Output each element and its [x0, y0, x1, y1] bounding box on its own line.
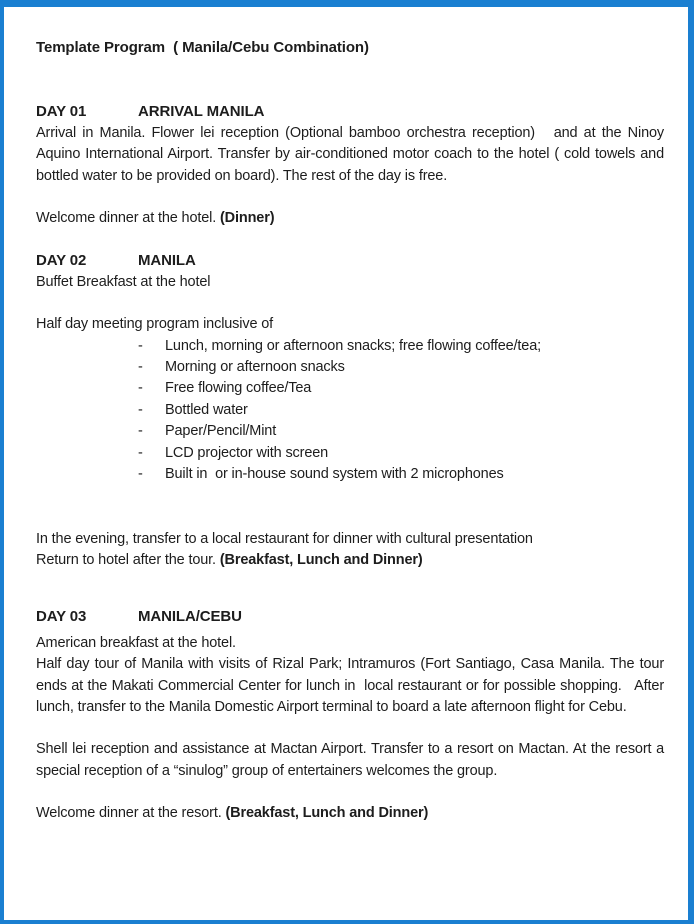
bullet-text: LCD projector with screen	[165, 444, 329, 461]
day-03-label: DAY 03	[36, 608, 87, 626]
day-01-title: ARRIVAL MANILA	[138, 103, 265, 121]
day-01-paragraph: Arrival in Manila. Flower lei reception (Optional bamboo orchestra reception) and at the Ninoy Aquino International Airport. Transfer by air-conditioned motor coach to the hotel ( cold towels and bottled water to be provided on board). The rest of the day is free.	[36, 124, 668, 184]
day-03-title: MANILA/CEBU	[138, 608, 242, 626]
bullet-dash: -	[138, 423, 143, 440]
bullet-dash: -	[138, 359, 143, 376]
bullet-dash: -	[138, 466, 143, 483]
day-03-tour-paragraph: Half day tour of Manila with visits of Rizal Park; Intramuros (Fort Santiago, Casa Manila. The tour ends at the Makati Commercial Center for lunch in local restaurant or for possible shopping. After lunch, transfer to the Manila Domestic Airport terminal to board a late afternoon flight for Cebu.	[36, 656, 668, 715]
day-03-mactan-paragraph: Shell lei reception and assistance at Mactan Airport. Transfer to a resort on Mactan. At the resort a special reception of a “sinulog” group of entertainers welcomes the group.	[36, 741, 668, 779]
day-02-return-text: Return to hotel after the tour.	[36, 551, 220, 568]
day-03-section	[36, 606, 668, 824]
day-02-breakfast-line: Buffet Breakfast at the hotel	[36, 273, 211, 290]
bullet-dash: -	[138, 444, 143, 461]
day-01-label: DAY 01	[36, 103, 87, 121]
day-01-section	[36, 101, 668, 229]
list-item	[36, 400, 664, 421]
day-02-label: DAY 02	[36, 252, 87, 270]
bullet-text: Bottled water	[165, 401, 248, 418]
list-item	[36, 357, 664, 378]
bullet-dash: -	[138, 337, 143, 354]
day-02-title: MANILA	[138, 252, 196, 270]
day-01-heading	[36, 101, 664, 122]
document-title: Template Program ( Manila/Cebu Combination)	[36, 39, 369, 56]
bullet-text: Paper/Pencil/Mint	[165, 423, 277, 440]
day-02-evening-line: In the evening, transfer to a local restaurant for dinner with cultural presentation	[36, 530, 533, 547]
list-item	[36, 336, 664, 357]
bullet-text: Built in or in-house sound system with 2 microphones	[165, 466, 504, 483]
day-02-return-line	[36, 550, 664, 571]
bullet-dash: -	[138, 380, 143, 397]
day-01-meal-line	[36, 208, 664, 229]
bullet-text: Lunch, morning or afternoon snacks; free flowing coffee/tea;	[165, 337, 542, 354]
day-02-meals-bold: (Breakfast, Lunch and Dinner)	[219, 551, 423, 568]
list-item	[36, 443, 664, 464]
day-03-breakfast-line: American breakfast at the hotel.	[36, 634, 236, 651]
bullet-text: Morning or afternoon snacks	[165, 359, 345, 376]
day-03-heading	[36, 606, 664, 627]
day-01-meal-bold: (Dinner)	[220, 210, 275, 227]
day-01-meal-text: Welcome dinner at the hotel.	[36, 210, 220, 227]
list-item	[36, 464, 664, 485]
day-03-meal-line	[36, 803, 664, 824]
day-02-section	[36, 250, 664, 571]
day-03-meal-text: Welcome dinner at the resort.	[36, 805, 226, 822]
day-02-heading	[36, 250, 664, 271]
list-item	[36, 421, 664, 442]
list-item	[36, 378, 664, 399]
day-02-meeting-line: Half day meeting program inclusive of	[36, 316, 274, 333]
bullet-dash: -	[138, 401, 143, 418]
inclusions-list	[36, 336, 664, 486]
bullet-text: Free flowing coffee/Tea	[165, 380, 312, 397]
day-03-meal-bold: (Breakfast, Lunch and Dinner)	[225, 805, 429, 822]
